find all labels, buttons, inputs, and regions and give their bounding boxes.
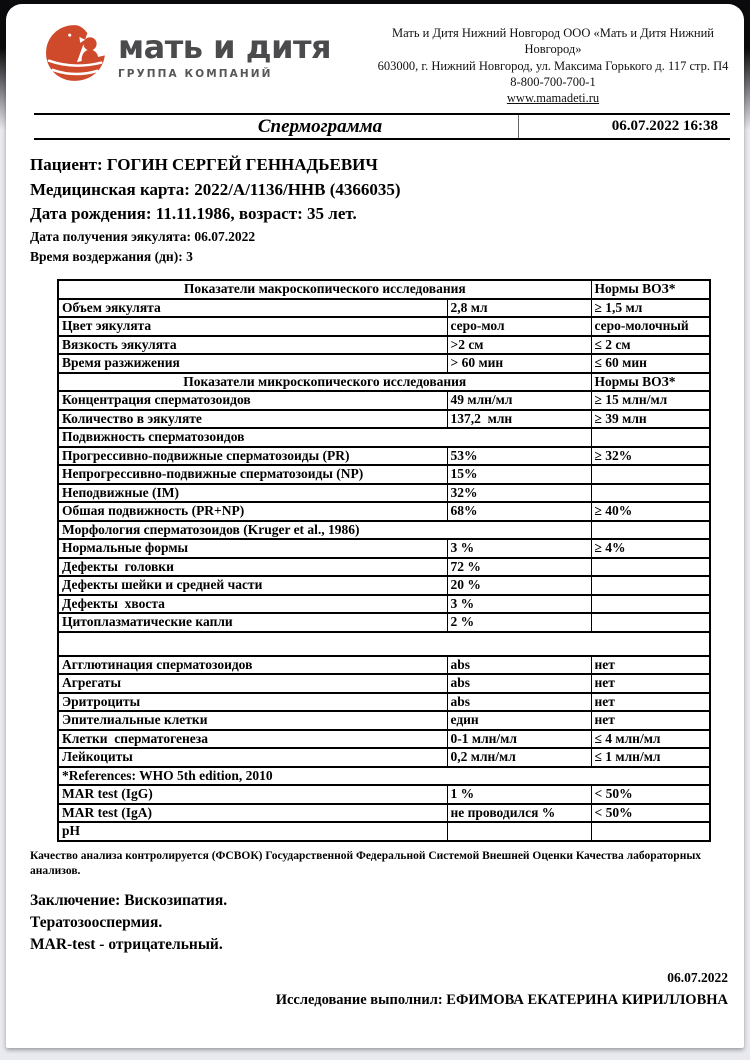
table-row: [58, 465, 710, 484]
patient-name-line: Пациент: ГОГИН СЕРГЕЙ ГЕННАДЬЕВИЧ: [30, 155, 378, 175]
report-table-body: [58, 280, 710, 841]
value-cell: [447, 822, 591, 841]
value-cell: 137,2 млн: [447, 410, 591, 429]
value-cell: >2 см: [447, 336, 591, 355]
ejaculate-date-line: Дата получения эякулята: 06.07.2022: [30, 228, 256, 244]
norm-cell: ≥ 1,5 мл: [591, 299, 710, 318]
param-name-cell: Время разжижения: [58, 354, 447, 373]
norm-cell: ≤ 4 млн/мл: [591, 730, 710, 749]
full-row-cell: *References: WHO 5th edition, 2010: [58, 767, 710, 786]
norm-cell: ≤ 60 мин: [591, 354, 710, 373]
norm-cell: ≤ 1 млн/мл: [591, 748, 710, 767]
table-row: [58, 711, 710, 730]
value-cell: 3 %: [447, 595, 591, 614]
table-row: [58, 595, 710, 614]
table-row: [58, 410, 710, 429]
norm-cell: ≤ 2 см: [591, 336, 710, 355]
param-name-cell: Вязкость эякулята: [58, 336, 447, 355]
patient-info-block: [30, 153, 724, 267]
table-row: [58, 354, 710, 373]
table-row: [58, 391, 710, 410]
group-label-cell: Морфология сперматозоидов (Kruger et al., 1986): [58, 521, 591, 540]
report-page: [6, 4, 744, 1048]
table-row: [58, 767, 710, 786]
param-name-cell: pH: [58, 822, 447, 841]
value-cell: abs: [447, 674, 591, 693]
value-cell: abs: [447, 656, 591, 675]
norm-cell: ≥ 40%: [591, 502, 710, 521]
value-cell: 20 %: [447, 576, 591, 595]
norm-cell: [591, 822, 710, 841]
table-row: [58, 785, 710, 804]
param-name-cell: Агрегаты: [58, 674, 447, 693]
group-label-cell: Подвижность сперматозоидов: [58, 428, 591, 447]
report-header: [6, 4, 744, 106]
conclusion-line: Заключение: Вискозипатия.: [30, 891, 228, 909]
conclusion-line: Тератозооспермия.: [30, 913, 163, 931]
table-row: [58, 299, 710, 318]
table-row: [58, 317, 710, 336]
param-name-cell: Количество в эякуляте: [58, 410, 447, 429]
value-cell: серо-мол: [447, 317, 591, 336]
param-name-cell: Объем эякулята: [58, 299, 447, 318]
table-row: [58, 484, 710, 503]
param-name-cell: MAR test (IgG): [58, 785, 447, 804]
signature-date: 06.07.2022: [667, 969, 728, 985]
value-cell: 49 млн/мл: [447, 391, 591, 410]
medical-card-line: Медицинская карта: 2022/А/1136/ННВ (4366035): [30, 179, 401, 199]
title-band: [34, 113, 730, 140]
norm-cell: [591, 613, 710, 632]
param-name-cell: Клетки сперматогенеза: [58, 730, 447, 749]
conclusion-block: [30, 890, 724, 956]
birthdate-line: Дата рождения: 11.11.1986, возраст: 35 лет.: [30, 204, 357, 224]
abstinence-line: Время воздержания (дн): 3: [30, 248, 193, 264]
param-name-cell: Эритроциты: [58, 693, 447, 712]
norm-cell: ≥ 39 млн: [591, 410, 710, 429]
value-cell: 53%: [447, 447, 591, 466]
param-name-cell: Непрогрессивно-подвижные сперматозоиды (NP): [58, 465, 447, 484]
table-row: [58, 656, 710, 675]
param-name-cell: Дефекты головки: [58, 558, 447, 577]
clinic-logo: [44, 24, 376, 106]
table-row: [58, 576, 710, 595]
table-row: [58, 428, 710, 447]
brand-subtitle: ГРУППА КОМПАНИЙ: [118, 68, 273, 80]
clinic-phone: 8-800-700-700-1: [510, 74, 596, 89]
value-cell: 32%: [447, 484, 591, 503]
norm-cell: ≥ 15 млн/мл: [591, 391, 710, 410]
table-row: [58, 521, 710, 540]
section-header-cell: Показатели микроскопического исследования: [58, 373, 591, 392]
table-row: [58, 558, 710, 577]
value-cell: един: [447, 711, 591, 730]
norm-cell: нет: [591, 693, 710, 712]
clinic-name: Мать и Дитя Нижний Новгород ООО «Мать и Дитя Нижний Новгород»: [392, 26, 714, 57]
table-row: [58, 632, 710, 656]
results-table: [57, 279, 711, 842]
table-row: [58, 822, 710, 841]
clinic-address: 603000, г. Нижний Новгород, ул. Максима Горького д. 117 стр. П4: [377, 58, 729, 73]
param-name-cell: Дефекты хвоста: [58, 595, 447, 614]
performed-by: Исследование выполнил: ЕФИМОВА ЕКАТЕРИНА КИРИЛЛОВНА: [275, 991, 728, 1008]
table-row: [58, 447, 710, 466]
logo-text: [118, 24, 331, 106]
param-name-cell: Цвет эякулята: [58, 317, 447, 336]
param-name-cell: Дефекты шейки и средней части: [58, 576, 447, 595]
param-name-cell: Неподвижные (IM): [58, 484, 447, 503]
table-row: [58, 280, 710, 299]
conclusion-line: MAR-test - отрицательный.: [30, 935, 223, 953]
norm-header-cell: Нормы ВОЗ*: [591, 280, 710, 299]
norm-cell: ≥ 32%: [591, 447, 710, 466]
param-name-cell: Агглютинация сперматозоидов: [58, 656, 447, 675]
param-name-cell: Нормальные формы: [58, 539, 447, 558]
param-name-cell: Цитоплазматические капли: [58, 613, 447, 632]
value-cell: 3 %: [447, 539, 591, 558]
norm-cell: нет: [591, 656, 710, 675]
value-cell: 15%: [447, 465, 591, 484]
spacer-cell: [58, 632, 710, 656]
table-row: [58, 693, 710, 712]
norm-cell: < 50%: [591, 785, 710, 804]
table-row: [58, 502, 710, 521]
value-cell: 72 %: [447, 558, 591, 577]
value-cell: 2 %: [447, 613, 591, 632]
norm-cell: [591, 576, 710, 595]
value-cell: 1 %: [447, 785, 591, 804]
norm-cell: нет: [591, 674, 710, 693]
param-name-cell: MAR test (IgA): [58, 804, 447, 823]
norm-cell: ≥ 4%: [591, 539, 710, 558]
table-row: [58, 674, 710, 693]
param-name-cell: Концентрация сперматозоидов: [58, 391, 447, 410]
value-cell: 0,2 млн/мл: [447, 748, 591, 767]
value-cell: 68%: [447, 502, 591, 521]
value-cell: > 60 мин: [447, 354, 591, 373]
report-title: Спермограмма: [257, 115, 383, 137]
table-row: [58, 613, 710, 632]
norm-cell: [591, 521, 710, 540]
value-cell: 2,8 мл: [447, 299, 591, 318]
param-name-cell: Лейкоциты: [58, 748, 447, 767]
quality-control-note: Качество анализа контролируется (ФСВОК) Государственной Федеральной Системой Внешней Оценки Качества лабораторных анализов.: [30, 849, 702, 878]
table-row: [58, 373, 710, 392]
norm-cell: [591, 484, 710, 503]
value-cell: не проводился %: [447, 804, 591, 823]
table-row: [58, 804, 710, 823]
brand-name: мать и дитя: [118, 28, 332, 66]
table-row: [58, 730, 710, 749]
norm-cell: [591, 595, 710, 614]
norm-cell: серо-молочный: [591, 317, 710, 336]
value-cell: 0-1 млн/мл: [447, 730, 591, 749]
norm-cell: < 50%: [591, 804, 710, 823]
mother-and-child-icon: [44, 24, 108, 82]
value-cell: abs: [447, 693, 591, 712]
norm-cell: [591, 428, 710, 447]
table-row: [58, 539, 710, 558]
clinic-contact-block: [376, 24, 730, 106]
norm-cell: [591, 558, 710, 577]
param-name-cell: Обшая подвижность (PR+NP): [58, 502, 447, 521]
section-header-cell: Показатели макроскопического исследования: [58, 280, 591, 299]
table-row: [58, 748, 710, 767]
clinic-website-link[interactable]: www.mamadeti.ru: [506, 91, 600, 105]
report-datetime: 06.07.2022 16:38: [518, 115, 730, 138]
norm-header-cell: Нормы ВОЗ*: [591, 373, 710, 392]
param-name-cell: Эпителиальные клетки: [58, 711, 447, 730]
param-name-cell: Прогрессивно-подвижные сперматозоиды (PR): [58, 447, 447, 466]
norm-cell: нет: [591, 711, 710, 730]
table-row: [58, 336, 710, 355]
norm-cell: [591, 465, 710, 484]
